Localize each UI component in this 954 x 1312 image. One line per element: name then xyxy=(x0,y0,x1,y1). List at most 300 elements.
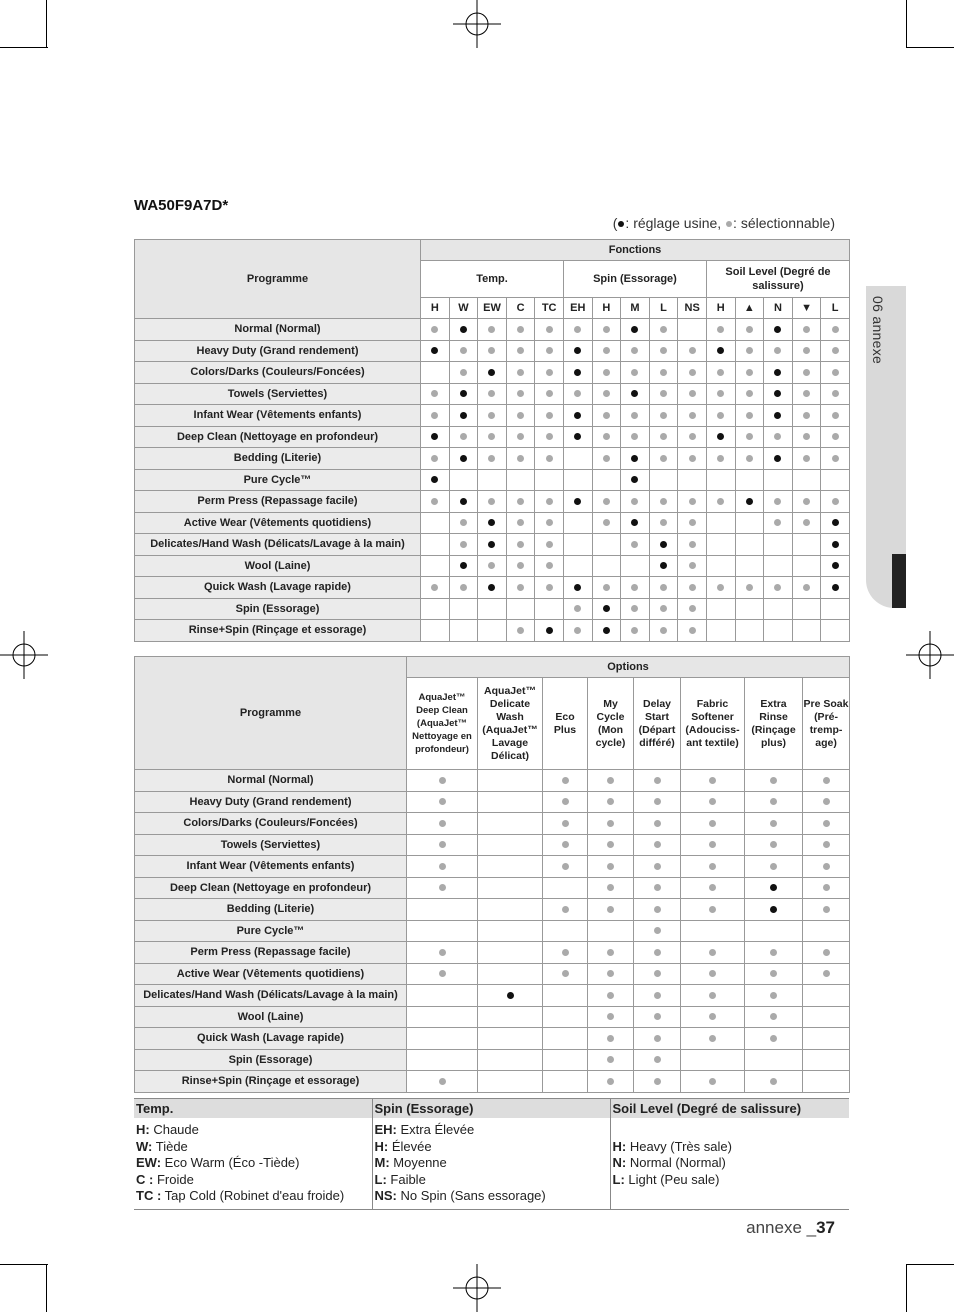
legend-meaning: Élevée xyxy=(388,1138,432,1154)
selectable-dot-icon xyxy=(607,992,614,999)
function-cell xyxy=(621,362,650,384)
chapter-tab-marker xyxy=(892,554,906,608)
function-cell xyxy=(792,405,821,427)
function-cell xyxy=(706,405,735,427)
function-cell xyxy=(678,620,707,642)
factory-setting-dot-icon xyxy=(832,562,839,569)
function-cell xyxy=(449,577,478,599)
function-cell xyxy=(478,512,507,534)
option-cell xyxy=(745,856,803,878)
option-cell xyxy=(803,877,850,899)
function-cell xyxy=(678,512,707,534)
function-cell xyxy=(449,598,478,620)
selectable-dot-icon xyxy=(517,562,524,569)
selectable-dot-icon xyxy=(660,455,667,462)
selectable-dot-icon xyxy=(709,992,716,999)
programme-name: Deep Clean (Nettoyage en profondeur) xyxy=(135,877,407,899)
function-cell xyxy=(764,426,793,448)
selectable-dot-icon xyxy=(832,498,839,505)
crop-mark xyxy=(906,0,907,48)
function-cell xyxy=(535,340,564,362)
function-cell xyxy=(649,620,678,642)
option-cell xyxy=(588,985,634,1007)
function-cell xyxy=(706,512,735,534)
function-cell xyxy=(506,469,535,491)
selectable-dot-icon xyxy=(574,627,581,634)
function-cell xyxy=(535,405,564,427)
option-cell xyxy=(634,1049,681,1071)
function-cell xyxy=(421,555,450,577)
option-cell xyxy=(634,985,681,1007)
programme-name: Bedding (Literie) xyxy=(135,448,421,470)
selectable-dot-icon xyxy=(803,369,810,376)
selectable-dot-icon xyxy=(460,347,467,354)
legend-factory: : réglage usine, xyxy=(625,215,722,231)
selectable-dot-icon xyxy=(709,777,716,784)
function-cell xyxy=(506,491,535,513)
factory-setting-dot-icon xyxy=(574,584,581,591)
function-cell xyxy=(706,426,735,448)
function-cell xyxy=(421,362,450,384)
function-cell xyxy=(821,383,850,405)
function-cell xyxy=(478,469,507,491)
factory-setting-dot-icon xyxy=(770,884,777,891)
selectable-dot-icon xyxy=(431,584,438,591)
selectable-dot-icon xyxy=(631,627,638,634)
selectable-dot-icon xyxy=(660,326,667,333)
selectable-dot-icon xyxy=(603,412,610,419)
function-cell xyxy=(592,319,621,341)
option-cell xyxy=(803,813,850,835)
chapter-side-tab xyxy=(866,286,906,608)
function-cell xyxy=(621,426,650,448)
table-row xyxy=(135,791,850,813)
selectable-dot-icon xyxy=(439,863,446,870)
function-cell xyxy=(421,340,450,362)
selectable-dot-icon xyxy=(746,455,753,462)
programme-name: Delicates/Hand Wash (Délicats/Lavage à la main) xyxy=(135,985,407,1007)
function-cell xyxy=(506,383,535,405)
crop-mark xyxy=(906,1264,907,1312)
soil-group-header: Soil Level (Degré de salissure) xyxy=(706,261,849,298)
function-cell xyxy=(735,426,764,448)
option-cell xyxy=(803,834,850,856)
function-cell xyxy=(449,620,478,642)
legend-item xyxy=(136,1139,370,1156)
function-cell xyxy=(506,340,535,362)
option-cell xyxy=(745,877,803,899)
function-cell xyxy=(563,598,592,620)
function-cell xyxy=(535,426,564,448)
selectable-dot-icon xyxy=(832,347,839,354)
selectable-dot-icon xyxy=(603,519,610,526)
option-cell xyxy=(634,791,681,813)
option-cell xyxy=(681,770,745,792)
programme-name: Active Wear (Vêtements quotidiens) xyxy=(135,963,407,985)
programme-name: Perm Press (Repassage facile) xyxy=(135,942,407,964)
selectable-dot-icon xyxy=(607,1056,614,1063)
selectable-dot-icon xyxy=(562,820,569,827)
function-cell xyxy=(449,426,478,448)
option-cell xyxy=(803,899,850,921)
selectable-dot-icon xyxy=(660,390,667,397)
function-cell xyxy=(621,577,650,599)
option-cell xyxy=(681,856,745,878)
function-cell xyxy=(478,383,507,405)
selectable-dot-icon xyxy=(709,949,716,956)
function-column-header: W xyxy=(449,298,478,319)
selectable-dot-icon xyxy=(562,777,569,784)
selectable-dot-icon xyxy=(770,777,777,784)
selectable-dot-icon xyxy=(717,369,724,376)
function-cell xyxy=(563,383,592,405)
temp-group-header: Temp. xyxy=(421,261,564,298)
selectable-dot-icon xyxy=(439,798,446,805)
legend-meaning: Extra Élevée xyxy=(396,1122,475,1137)
selectable-dot-icon xyxy=(746,369,753,376)
option-cell xyxy=(803,1071,850,1093)
selectable-dot-icon xyxy=(439,884,446,891)
selectable-dot-icon xyxy=(654,970,661,977)
selectable-dot-icon xyxy=(717,412,724,419)
selectable-dot-icon xyxy=(517,390,524,397)
selectable-dot-icon xyxy=(770,949,777,956)
option-column-header: Delay Start (Départ différé) xyxy=(634,678,681,770)
option-cell xyxy=(543,877,588,899)
function-cell xyxy=(706,534,735,556)
function-cell xyxy=(621,512,650,534)
factory-setting-dot-icon xyxy=(660,562,667,569)
function-cell xyxy=(621,491,650,513)
function-cell xyxy=(821,469,850,491)
option-cell xyxy=(407,899,478,921)
selectable-dot-icon xyxy=(774,347,781,354)
selectable-dot-icon xyxy=(654,927,661,934)
function-cell xyxy=(506,577,535,599)
factory-setting-dot-icon xyxy=(574,347,581,354)
programme-header: Programme xyxy=(135,657,407,770)
selectable-dot-icon xyxy=(488,347,495,354)
option-cell xyxy=(634,877,681,899)
selectable-dot-icon xyxy=(709,863,716,870)
function-cell xyxy=(506,319,535,341)
selectable-dot-icon xyxy=(607,1035,614,1042)
selectable-dot-icon xyxy=(517,455,524,462)
selectable-dot-icon xyxy=(654,992,661,999)
option-cell xyxy=(745,813,803,835)
function-cell xyxy=(764,598,793,620)
function-column-header: ▼ xyxy=(792,298,821,319)
function-cell xyxy=(449,555,478,577)
crop-mark xyxy=(906,47,954,48)
function-cell xyxy=(821,577,850,599)
factory-setting-dot-icon xyxy=(460,412,467,419)
selectable-dot-icon xyxy=(460,584,467,591)
option-cell xyxy=(478,899,543,921)
selectable-dot-icon xyxy=(460,541,467,548)
function-cell xyxy=(535,512,564,534)
legend-item xyxy=(136,1122,370,1139)
selectable-dot-icon xyxy=(574,326,581,333)
option-cell xyxy=(681,813,745,835)
option-cell xyxy=(803,985,850,1007)
function-cell xyxy=(706,362,735,384)
spin-group-header: Spin (Essorage) xyxy=(563,261,706,298)
selectable-dot-icon xyxy=(832,326,839,333)
factory-setting-dot-icon xyxy=(660,541,667,548)
option-cell xyxy=(745,899,803,921)
option-column-header: Extra Rinse (Rinçage plus) xyxy=(745,678,803,770)
selectable-dot-icon xyxy=(562,798,569,805)
option-cell xyxy=(745,920,803,942)
function-cell xyxy=(735,405,764,427)
function-cell xyxy=(792,362,821,384)
selectable-dot-icon xyxy=(823,884,830,891)
legend-abbrev: C : xyxy=(136,1171,154,1187)
selectable-dot-icon xyxy=(517,498,524,505)
selectable-dot-icon xyxy=(770,1078,777,1085)
selectable-dot-icon xyxy=(607,841,614,848)
function-cell xyxy=(735,448,764,470)
function-cell xyxy=(421,620,450,642)
table-row xyxy=(135,383,850,405)
selectable-dot-icon xyxy=(654,820,661,827)
selectable-dot-icon xyxy=(660,605,667,612)
factory-setting-dot-icon xyxy=(717,347,724,354)
function-cell xyxy=(706,340,735,362)
factory-setting-dot-icon xyxy=(431,347,438,354)
selectable-dot-icon xyxy=(823,906,830,913)
option-cell xyxy=(745,963,803,985)
function-cell xyxy=(649,340,678,362)
function-cell xyxy=(592,577,621,599)
selectable-dot-icon xyxy=(660,498,667,505)
legend-meaning: Heavy (Très sale) xyxy=(626,1138,732,1154)
function-cell xyxy=(706,491,735,513)
legend-soil-header: Soil Level (Degré de salissure) xyxy=(610,1099,849,1119)
selectable-dot-icon xyxy=(562,906,569,913)
selectable-dot-icon xyxy=(746,347,753,354)
selectable-dot-icon xyxy=(803,390,810,397)
option-cell xyxy=(803,942,850,964)
function-cell xyxy=(478,340,507,362)
option-cell xyxy=(478,856,543,878)
selectable-dot-icon xyxy=(660,347,667,354)
function-cell xyxy=(678,534,707,556)
function-cell xyxy=(706,577,735,599)
option-cell xyxy=(681,1049,745,1071)
factory-setting-dot-icon xyxy=(631,476,638,483)
function-cell xyxy=(592,426,621,448)
options-header: Options xyxy=(407,657,850,678)
function-cell xyxy=(563,426,592,448)
function-cell xyxy=(421,405,450,427)
selectable-dot-icon xyxy=(803,519,810,526)
selectable-dot-icon xyxy=(607,970,614,977)
factory-setting-dot-icon xyxy=(603,605,610,612)
option-cell xyxy=(588,942,634,964)
selectable-dot-icon xyxy=(689,390,696,397)
selectable-dot-icon xyxy=(439,777,446,784)
option-cell xyxy=(681,791,745,813)
selectable-dot-icon xyxy=(746,412,753,419)
factory-setting-dot-icon xyxy=(774,326,781,333)
legend-meaning: Froide xyxy=(153,1171,194,1187)
function-cell xyxy=(821,319,850,341)
crop-mark xyxy=(46,0,47,48)
selectable-dot-icon xyxy=(607,820,614,827)
selectable-dot-icon xyxy=(439,970,446,977)
programme-header: Programme xyxy=(135,240,421,319)
selectable-dot-icon xyxy=(654,1056,661,1063)
function-cell xyxy=(735,469,764,491)
programme-name: Towels (Serviettes) xyxy=(135,834,407,856)
function-cell xyxy=(735,362,764,384)
table-row xyxy=(135,856,850,878)
function-cell xyxy=(506,512,535,534)
selectable-dot-icon xyxy=(770,798,777,805)
function-cell xyxy=(478,426,507,448)
function-cell xyxy=(735,534,764,556)
legend-abbrev: TC : xyxy=(136,1188,162,1203)
selectable-dot-icon xyxy=(631,584,638,591)
legend-meaning: Normal (Normal) xyxy=(626,1155,726,1170)
selectable-dot-icon xyxy=(726,221,732,227)
page-footer xyxy=(746,1218,835,1238)
function-cell xyxy=(563,340,592,362)
option-cell xyxy=(478,877,543,899)
function-cell xyxy=(764,620,793,642)
selectable-dot-icon xyxy=(770,841,777,848)
legend-abbrev: H: xyxy=(136,1122,150,1137)
factory-setting-dot-icon xyxy=(431,433,438,440)
legend-abbrev: EW: xyxy=(136,1155,162,1170)
table-row xyxy=(135,899,850,921)
selectable-dot-icon xyxy=(660,433,667,440)
option-cell xyxy=(588,899,634,921)
selectable-dot-icon xyxy=(603,390,610,397)
selectable-dot-icon xyxy=(717,455,724,462)
option-cell xyxy=(478,834,543,856)
selectable-dot-icon xyxy=(654,884,661,891)
selectable-dot-icon xyxy=(654,863,661,870)
factory-setting-dot-icon xyxy=(574,369,581,376)
option-cell xyxy=(543,1006,588,1028)
selectable-dot-icon xyxy=(488,433,495,440)
programme-name: Bedding (Literie) xyxy=(135,899,407,921)
selectable-dot-icon xyxy=(709,820,716,827)
table-row xyxy=(135,448,850,470)
programme-name: Delicates/Hand Wash (Délicats/Lavage à la main) xyxy=(135,534,421,556)
programme-name: Infant Wear (Vêtements enfants) xyxy=(135,856,407,878)
function-cell xyxy=(535,362,564,384)
function-cell xyxy=(478,555,507,577)
programme-name: Heavy Duty (Grand rendement) xyxy=(135,791,407,813)
selectable-dot-icon xyxy=(488,390,495,397)
factory-setting-dot-icon xyxy=(631,390,638,397)
selectable-dot-icon xyxy=(631,412,638,419)
factory-setting-dot-icon xyxy=(574,412,581,419)
option-cell xyxy=(681,1006,745,1028)
function-cell xyxy=(678,469,707,491)
selectable-dot-icon xyxy=(709,970,716,977)
function-column-header: M xyxy=(621,298,650,319)
option-cell xyxy=(634,834,681,856)
function-cell xyxy=(592,512,621,534)
option-cell xyxy=(803,856,850,878)
option-cell xyxy=(478,1028,543,1050)
function-cell xyxy=(563,620,592,642)
selectable-dot-icon xyxy=(603,455,610,462)
function-cell xyxy=(792,383,821,405)
selectable-dot-icon xyxy=(689,347,696,354)
function-cell xyxy=(535,577,564,599)
legend-meaning: Light (Peu sale) xyxy=(624,1171,720,1187)
option-cell xyxy=(681,1028,745,1050)
function-cell xyxy=(821,598,850,620)
function-cell xyxy=(821,620,850,642)
option-cell xyxy=(407,877,478,899)
selectable-dot-icon xyxy=(774,584,781,591)
table-row xyxy=(135,577,850,599)
selectable-dot-icon xyxy=(774,433,781,440)
function-cell xyxy=(449,491,478,513)
function-cell xyxy=(706,620,735,642)
function-cell xyxy=(764,534,793,556)
functions-header: Fonctions xyxy=(421,240,850,261)
table-row xyxy=(135,813,850,835)
option-cell xyxy=(634,856,681,878)
function-cell xyxy=(592,469,621,491)
selectable-dot-icon xyxy=(603,369,610,376)
function-cell xyxy=(449,469,478,491)
function-cell xyxy=(592,491,621,513)
function-cell xyxy=(735,383,764,405)
programme-name: Infant Wear (Vêtements enfants) xyxy=(135,405,421,427)
selectable-dot-icon xyxy=(803,347,810,354)
programme-name: Quick Wash (Lavage rapide) xyxy=(135,1028,407,1050)
option-cell xyxy=(681,877,745,899)
selectable-dot-icon xyxy=(517,627,524,634)
function-cell xyxy=(478,362,507,384)
selectable-dot-icon xyxy=(431,498,438,505)
function-cell xyxy=(792,512,821,534)
selectable-dot-icon xyxy=(431,390,438,397)
programme-name: Quick Wash (Lavage rapide) xyxy=(135,577,421,599)
selectable-dot-icon xyxy=(746,390,753,397)
option-cell xyxy=(745,770,803,792)
function-cell xyxy=(706,448,735,470)
selectable-dot-icon xyxy=(574,390,581,397)
selectable-dot-icon xyxy=(689,519,696,526)
legend-abbrev: N: xyxy=(612,1155,627,1170)
option-cell xyxy=(634,1028,681,1050)
function-cell xyxy=(792,448,821,470)
registration-mark-icon xyxy=(906,631,954,679)
programme-name: Spin (Essorage) xyxy=(135,1049,407,1071)
factory-setting-dot-icon xyxy=(460,326,467,333)
selectable-dot-icon xyxy=(654,1035,661,1042)
option-cell xyxy=(478,791,543,813)
selectable-dot-icon xyxy=(803,498,810,505)
option-cell xyxy=(407,963,478,985)
function-cell xyxy=(421,512,450,534)
selectable-dot-icon xyxy=(746,433,753,440)
function-cell xyxy=(506,362,535,384)
footer-label: annexe _ xyxy=(746,1218,817,1237)
selectable-dot-icon xyxy=(517,584,524,591)
function-cell xyxy=(621,340,650,362)
